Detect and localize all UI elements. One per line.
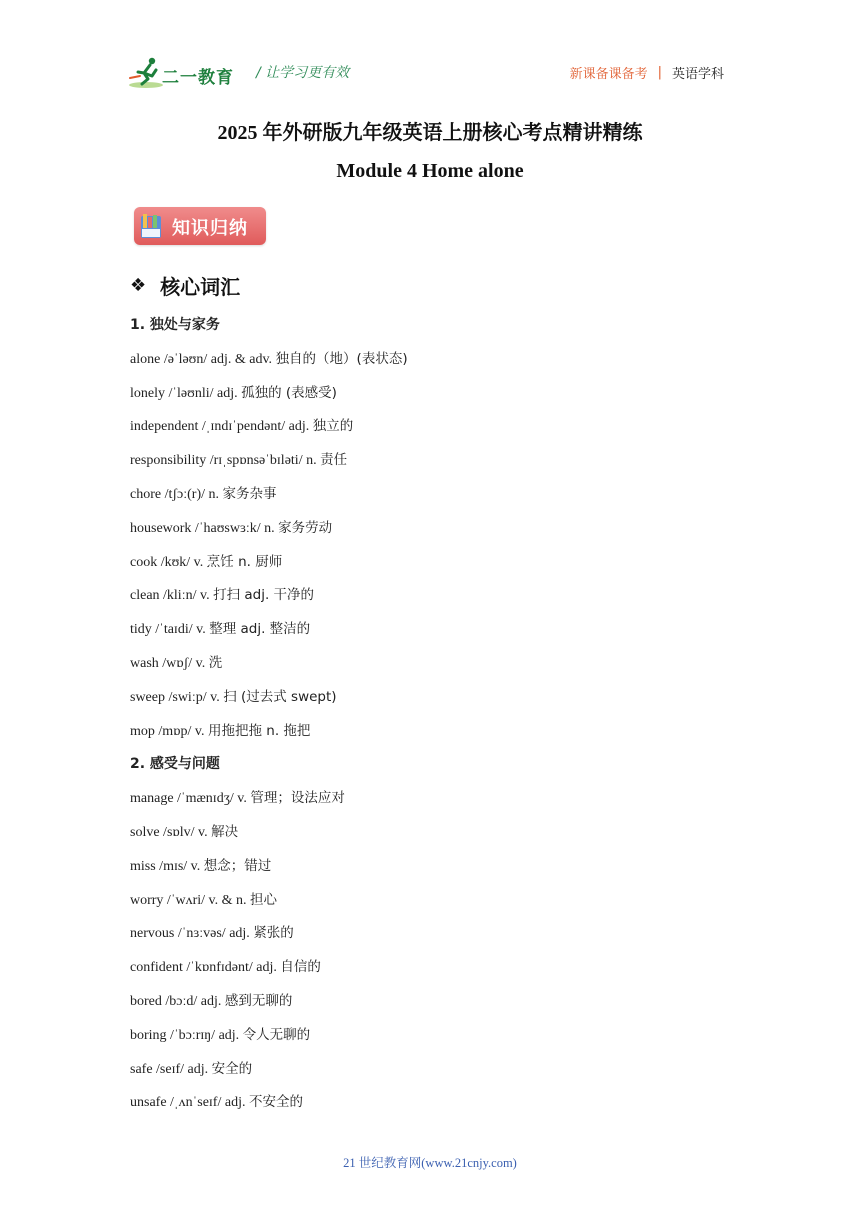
word-english: manage /ˈmænɪdʒ/ v.	[130, 791, 251, 807]
word-chinese: 担心	[250, 891, 278, 908]
word-chinese: 令人无聊的	[242, 1026, 311, 1043]
subsection-heading: 1. 独处与家务	[130, 317, 220, 333]
vocabulary-entry	[130, 618, 750, 652]
word-chinese: 紧张的	[253, 925, 294, 942]
word-english: safe /seɪf/ adj.	[130, 1061, 212, 1077]
word-chinese: 孤独的 (表感受)	[241, 384, 337, 401]
word-chinese: 管理；设法应对	[250, 790, 345, 807]
vocabulary-entry	[130, 1058, 750, 1092]
vocabulary-entry	[130, 956, 750, 990]
word-english: responsibility /rɪˌspɒnsəˈbɪləti/ n.	[130, 453, 321, 469]
word-chinese: 家务劳动	[278, 519, 333, 536]
word-chinese: 整理 adj. 整洁的	[209, 621, 311, 638]
word-english: confident /ˈkɒnfɪdənt/ adj.	[130, 960, 281, 976]
vocabulary-list	[130, 314, 750, 1125]
header-right	[570, 63, 724, 82]
vocabulary-entry	[130, 382, 750, 416]
word-chinese: 责任	[320, 452, 348, 469]
word-english: mop /mɒp/ v.	[130, 723, 208, 739]
vocabulary-entry	[130, 821, 750, 855]
word-english: independent /ˌɪndɪˈpendənt/ adj.	[130, 419, 313, 435]
module-title: Module 4 Home alone	[336, 160, 524, 182]
word-chinese: 解决	[211, 823, 239, 840]
word-chinese: 打扫 adj. 干净的	[213, 587, 315, 604]
document-title: 2025 年外研版九年级英语上册核心考点精讲精练	[217, 122, 643, 144]
vocabulary-entry	[130, 1091, 750, 1125]
book-icon	[140, 213, 162, 239]
vocabulary-entry	[130, 348, 750, 382]
logo	[128, 56, 240, 90]
vocabulary-entry	[130, 449, 750, 483]
word-english: solve /sɒlv/ v.	[130, 824, 212, 840]
knowledge-summary-badge	[134, 207, 266, 245]
logo-text: 二一教育	[162, 68, 234, 87]
word-english: alone /əˈləʊn/ adj. & adv.	[130, 351, 276, 367]
vocabulary-entry	[130, 686, 750, 720]
word-chinese: 想念；错过	[203, 857, 272, 874]
word-english: wash /wɒʃ/ v.	[130, 655, 209, 671]
vocabulary-entry	[130, 1024, 750, 1058]
vocabulary-entry	[130, 990, 750, 1024]
page-header	[0, 0, 860, 100]
diamond-bullet-icon: ❖	[130, 275, 147, 296]
word-chinese: 家务杂事	[222, 485, 277, 502]
word-english: miss /mɪs/ v.	[130, 858, 204, 874]
badge-label: 知识归纳	[172, 218, 248, 239]
vocabulary-entry	[130, 517, 750, 551]
word-chinese: 不安全的	[248, 1094, 303, 1111]
section-heading	[130, 271, 240, 300]
word-english: lonely /ˈləʊnli/ adj.	[130, 385, 242, 401]
word-chinese: 烹饪 n. 厨师	[206, 553, 283, 570]
word-english: housework /ˈhaʊswɜːk/ n.	[130, 520, 279, 536]
word-english: sweep /swiːp/ v.	[130, 689, 224, 705]
vocabulary-entry	[130, 889, 750, 923]
word-english: chore /tʃɔː(r)/ n.	[130, 486, 223, 502]
word-chinese: 独立的	[312, 418, 354, 435]
word-english: tidy /ˈtaɪdi/ v.	[130, 622, 210, 638]
word-chinese: 安全的	[211, 1060, 253, 1077]
word-english: worry /ˈwʌri/ v. & n.	[130, 892, 251, 908]
subject-label: 英语学科	[671, 67, 724, 82]
header-separator: |	[657, 65, 662, 80]
slogan: / 让学习更有效	[256, 65, 350, 81]
vocabulary-entry	[130, 652, 750, 686]
subsection-heading: 2. 感受与问题	[130, 756, 220, 773]
vocabulary-entry	[130, 584, 750, 618]
word-english: nervous /ˈnɜːvəs/ adj.	[130, 926, 254, 942]
exam-label: 新课备课备考	[569, 67, 648, 82]
vocabulary-entry	[130, 922, 750, 956]
word-chinese: 扫 (过去式 swept)	[223, 688, 337, 705]
word-chinese: 感到无聊的	[224, 992, 293, 1009]
word-chinese: 自信的	[280, 959, 321, 976]
vocabulary-entry	[130, 415, 750, 449]
footer-text: 21 世纪教育网(www.21cnjy.com)	[343, 1156, 517, 1170]
word-chinese: 独自的（地）(表状态)	[275, 350, 408, 367]
vocabulary-entry	[130, 720, 750, 754]
vocabulary-entry	[130, 483, 750, 517]
word-chinese: 用拖把拖 n. 拖把	[207, 722, 311, 739]
vocabulary-entry	[130, 551, 750, 585]
word-english: cook /kʊk/ v.	[130, 554, 207, 570]
vocabulary-entry	[130, 855, 750, 889]
vocabulary-entry	[130, 787, 750, 821]
word-english: unsafe /ˌʌnˈseɪf/ adj.	[130, 1095, 249, 1111]
word-chinese: 洗	[208, 654, 223, 671]
word-english: bored /bɔːd/ adj.	[130, 993, 225, 1009]
word-english: boring /ˈbɔːrɪŋ/ adj.	[130, 1027, 243, 1043]
section-title: 核心词汇	[160, 275, 241, 299]
word-english: clean /kliːn/ v.	[130, 588, 214, 604]
